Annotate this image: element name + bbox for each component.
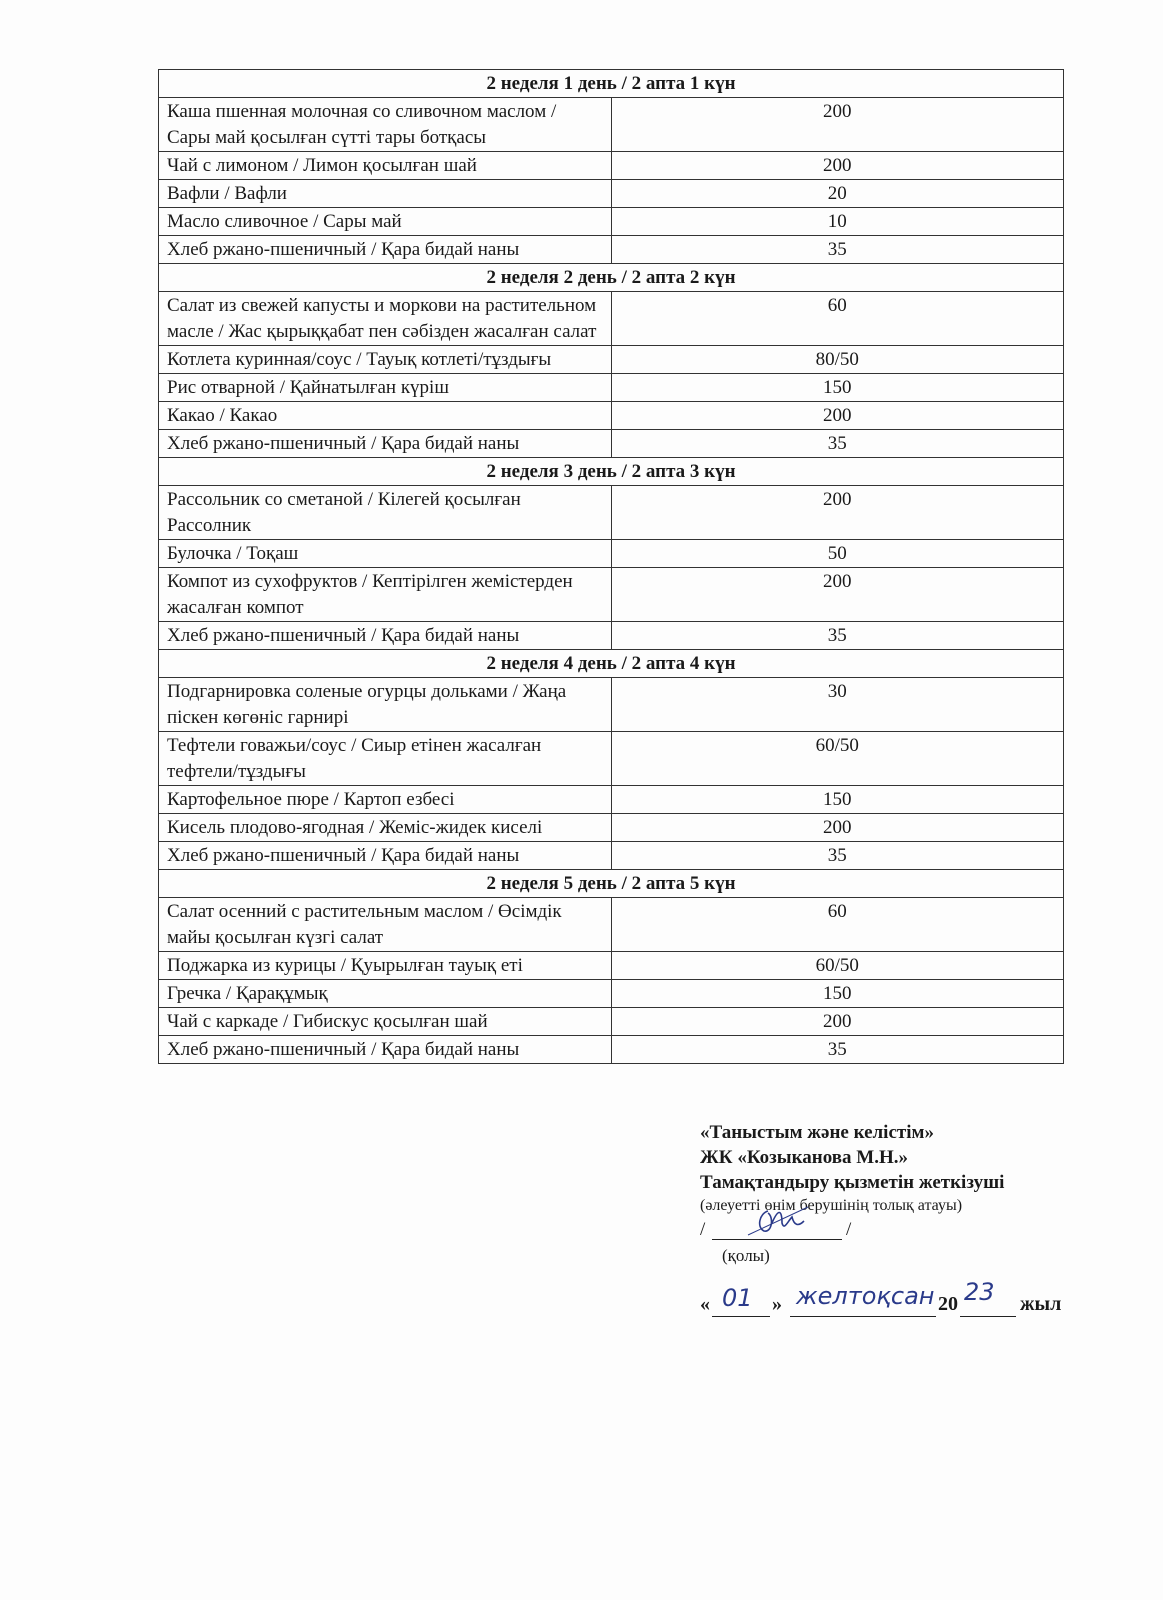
dish-name: Кисель плодово-ягодная / Жеміс-жидек киселі [159, 814, 612, 842]
day-header-row [159, 650, 1064, 678]
portion-size: 60 [611, 898, 1064, 952]
dish-name: Поджарка из курицы / Қуырылған тауық еті [159, 952, 612, 980]
dish-name: Картофельное пюре / Картоп езбесі [159, 786, 612, 814]
dish-name: Подгарнировка соленые огурцы дольками / Жаңа піскен көгөніс гарнирі [159, 678, 612, 732]
dish-name: Масло сливочное / Сары май [159, 208, 612, 236]
day-header-row [159, 458, 1064, 486]
portion-size: 30 [611, 678, 1064, 732]
day-underline [712, 1316, 770, 1317]
day-header-row [159, 264, 1064, 292]
portion-size: 35 [611, 842, 1064, 870]
portion-size: 35 [611, 622, 1064, 650]
portion-size: 150 [611, 786, 1064, 814]
menu-table-body [159, 70, 1064, 1064]
table-row [159, 486, 1064, 540]
dish-name: Салат осенний с растительным маслом / Өсімдік майы қосылған күзгі салат [159, 898, 612, 952]
dish-name: Тефтели говажьи/соус / Сиыр етінен жасалған тефтели/тұздығы [159, 732, 612, 786]
approval-block [700, 1120, 1120, 1320]
portion-size: 20 [611, 180, 1064, 208]
portion-size: 200 [611, 152, 1064, 180]
date-day: 01 [722, 1284, 753, 1312]
table-row [159, 98, 1064, 152]
quote-open: « [700, 1293, 710, 1315]
year-prefix: 20 [938, 1293, 958, 1315]
approval-line-1: «Таныстым және келістім» [700, 1122, 934, 1143]
table-row [159, 540, 1064, 568]
day-header: 2 неделя 4 день / 2 апта 4 күн [159, 650, 1064, 678]
dish-name: Рассольник со сметаной / Кілегей қосылған Рассолник [159, 486, 612, 540]
portion-size: 35 [611, 236, 1064, 264]
table-row [159, 732, 1064, 786]
dish-name: Хлеб ржано-пшеничный / Қара бидай наны [159, 236, 612, 264]
month-underline [790, 1316, 936, 1317]
quote-close: » [772, 1293, 782, 1315]
portion-size: 35 [611, 430, 1064, 458]
handwritten-signature [738, 1203, 818, 1243]
portion-size: 35 [611, 1036, 1064, 1064]
table-row [159, 1036, 1064, 1064]
dish-name: Вафли / Вафли [159, 180, 612, 208]
dish-name: Чай с каркаде / Гибискус қосылған шай [159, 1008, 612, 1036]
table-row [159, 786, 1064, 814]
portion-size: 200 [611, 568, 1064, 622]
year-underline [960, 1316, 1016, 1317]
table-row [159, 180, 1064, 208]
portion-size: 10 [611, 208, 1064, 236]
portion-size: 200 [611, 486, 1064, 540]
table-row [159, 622, 1064, 650]
portion-size: 200 [611, 98, 1064, 152]
approval-line-2: ЖК «Козыканова М.Н.» [700, 1147, 908, 1168]
table-row [159, 346, 1064, 374]
portion-size: 60 [611, 292, 1064, 346]
portion-size: 50 [611, 540, 1064, 568]
day-header: 2 неделя 2 день / 2 апта 2 күн [159, 264, 1064, 292]
table-row [159, 430, 1064, 458]
day-header: 2 неделя 1 день / 2 апта 1 күн [159, 70, 1064, 98]
slash-glyph: / [700, 1219, 706, 1240]
table-row [159, 374, 1064, 402]
table-row [159, 208, 1064, 236]
dish-name: Каша пшенная молочная со сливочном маслом / Сары май қосылған сүтті тары ботқасы [159, 98, 612, 152]
portion-size: 200 [611, 402, 1064, 430]
dish-name: Хлеб ржано-пшеничный / Қара бидай наны [159, 842, 612, 870]
table-row [159, 952, 1064, 980]
date-month: желтоқсан [796, 1282, 935, 1310]
table-row [159, 1008, 1064, 1036]
dish-name: Хлеб ржано-пшеничный / Қара бидай наны [159, 622, 612, 650]
year-word: жыл [1020, 1293, 1062, 1315]
day-header: 2 неделя 3 день / 2 апта 3 күн [159, 458, 1064, 486]
portion-size: 60/50 [611, 732, 1064, 786]
table-row [159, 678, 1064, 732]
dish-name: Какао / Какао [159, 402, 612, 430]
table-row [159, 898, 1064, 952]
dish-name: Булочка / Тоқаш [159, 540, 612, 568]
table-row [159, 842, 1064, 870]
day-header-row [159, 70, 1064, 98]
dish-name: Хлеб ржано-пшеничный / Қара бидай наны [159, 430, 612, 458]
approval-line-3: Тамақтандыру қызметін жеткізуші [700, 1172, 1005, 1193]
portion-size: 60/50 [611, 952, 1064, 980]
portion-size: 150 [611, 374, 1064, 402]
table-row [159, 568, 1064, 622]
table-row [159, 980, 1064, 1008]
signature-caption: (қолы) [722, 1246, 770, 1265]
portion-size: 150 [611, 980, 1064, 1008]
year-suffix: 23 [964, 1278, 995, 1306]
portion-size: 200 [611, 1008, 1064, 1036]
slash-glyph: / [846, 1219, 852, 1240]
dish-name: Гречка / Қарақұмық [159, 980, 612, 1008]
signature-line [700, 1217, 1120, 1243]
dish-name: Хлеб ржано-пшеничный / Қара бидай наны [159, 1036, 612, 1064]
dish-name: Котлета куринная/соус / Тауық котлеті/тұздығы [159, 346, 612, 374]
table-row [159, 814, 1064, 842]
day-header-row [159, 870, 1064, 898]
dish-name: Салат из свежей капусты и моркови на растительном масле / Жас қырыққабат пен сәбізден жасалған салат [159, 292, 612, 346]
table-row [159, 152, 1064, 180]
menu-table [158, 69, 1064, 1064]
dish-name: Компот из сухофруктов / Кептірілген жемістерден жасалған компот [159, 568, 612, 622]
approval-note: (әлеуетті өнім берушінің толық атауы) [700, 1197, 963, 1214]
portion-size: 200 [611, 814, 1064, 842]
dish-name: Рис отварной / Қайнатылған күріш [159, 374, 612, 402]
dish-name: Чай с лимоном / Лимон қосылған шай [159, 152, 612, 180]
table-row [159, 402, 1064, 430]
portion-size: 80/50 [611, 346, 1064, 374]
table-row [159, 236, 1064, 264]
day-header: 2 неделя 5 день / 2 апта 5 күн [159, 870, 1064, 898]
table-row [159, 292, 1064, 346]
date-line [700, 1278, 1120, 1320]
